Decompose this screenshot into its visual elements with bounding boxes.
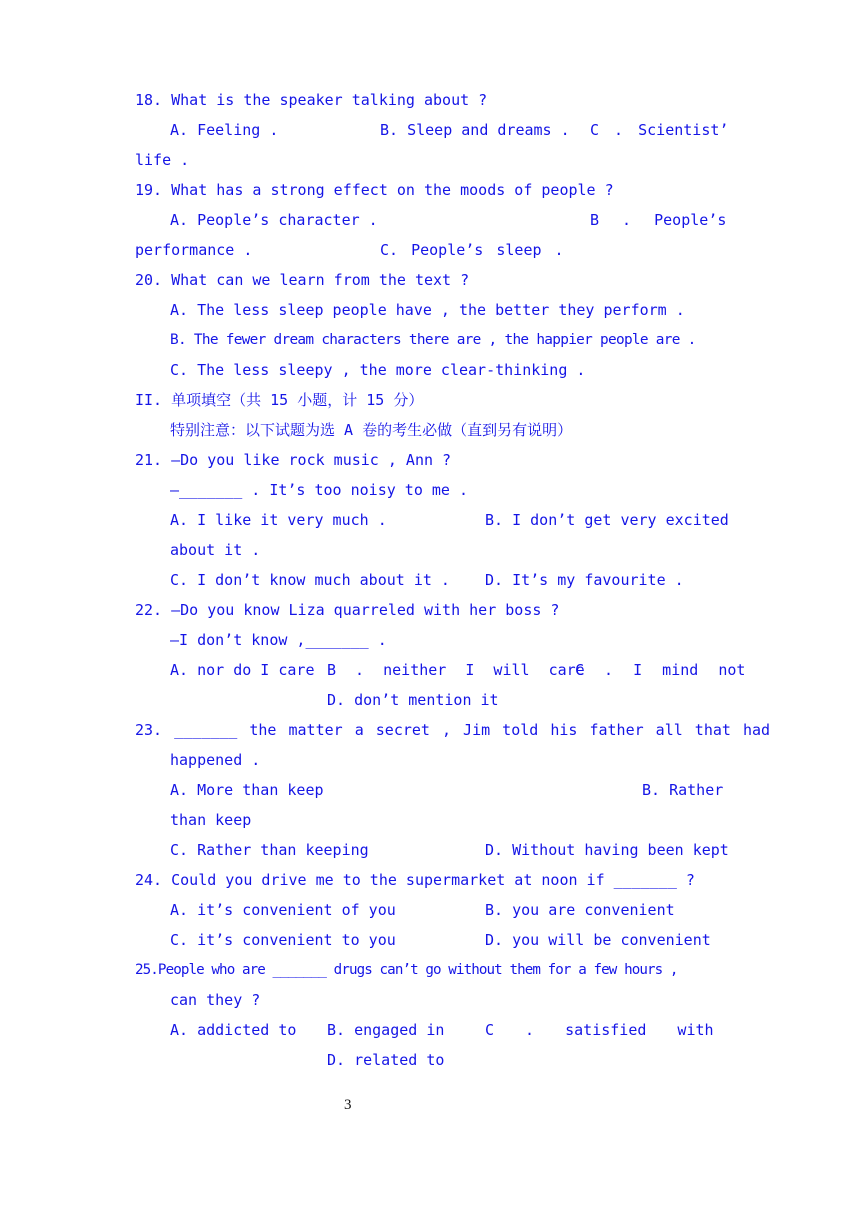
q22-option-c: C . I mind not (575, 661, 746, 679)
q24-option-b: B. you are convenient (485, 901, 675, 919)
q21-option-a: A. I like it very much . (170, 511, 387, 529)
q25-stem: 25.People who are _______ drugs can’t go without them for a few hours , (135, 962, 678, 978)
section-note: 特别注意：以下试题为选 A 卷的考生必做（直到另有说明） (170, 421, 573, 439)
q19-option-a: A. People’s character . (170, 211, 378, 229)
q23-stem: 23. _______ the matter a secret , Jim told his father all that had (135, 721, 771, 739)
q18-option-b: B. Sleep and dreams . (380, 121, 570, 139)
q21-reply: —_______ . It’s too noisy to me . (170, 481, 469, 499)
q22-stem: 22. —Do you know Liza quarreled with her boss ? (135, 601, 560, 619)
q18-option-c: C . Scientist’ (590, 121, 729, 139)
q18-option-a: A. Feeling . (170, 121, 279, 139)
q21-option-d: D. It’s my favourite . (485, 571, 684, 589)
q21-option-b-cont: about it . (170, 541, 261, 559)
page-number: 3 (344, 1097, 352, 1113)
q20-option-c: C. The less sleepy , the more clear-thinking . (170, 361, 586, 379)
q19-option-c: C. People’s sleep . (380, 241, 564, 259)
q24-option-c: C. it’s convenient to you (170, 931, 396, 949)
q20-option-b: B. The fewer dream characters there are , the happier people are . (170, 332, 696, 348)
q24-stem: 24. Could you drive me to the supermarket at noon if _______ ? (135, 871, 695, 889)
q22-reply: —I don’t know ,_______ . (170, 631, 387, 649)
q22-option-a: A. nor do I care (170, 661, 315, 679)
q22-option-d: D. don’t mention it (327, 691, 499, 709)
q24-option-a: A. it’s convenient of you (170, 901, 396, 919)
q20-stem: 20. What can we learn from the text ? (135, 271, 470, 289)
q20-option-a: A. The less sleep people have , the better they perform . (170, 301, 685, 319)
section-ii-heading: II. 单项填空（共 15 小题，计 15 分） (135, 391, 424, 409)
q24-option-d: D. you will be convenient (485, 931, 711, 949)
q25-option-d: D. related to (327, 1051, 445, 1069)
q19-stem: 19. What has a strong effect on the moods of people ? (135, 181, 614, 199)
q18-option-c-cont: life . (135, 151, 190, 169)
q25-option-a: A. addicted to (170, 1021, 297, 1039)
q23-option-c: C. Rather than keeping (170, 841, 369, 859)
q23-option-a: A. More than keep (170, 781, 324, 799)
q25-stem-cont: can they ? (170, 991, 261, 1009)
q18-stem: 18. What is the speaker talking about ? (135, 91, 488, 109)
q25-option-c: C . satisfied with (485, 1021, 714, 1039)
q21-option-b: B. I don’t get very excited (485, 511, 729, 529)
q21-option-c: C. I don’t know much about it . (170, 571, 450, 589)
q22-option-b: B . neither I will care (327, 661, 585, 679)
q21-stem: 21. —Do you like rock music , Ann ? (135, 451, 452, 469)
q19-option-b: B . People’s (590, 211, 727, 229)
q23-option-b-cont: than keep (170, 811, 252, 829)
q25-option-b: B. engaged in (327, 1021, 445, 1039)
q19-option-b-cont: performance . (135, 241, 253, 259)
q23-option-b: B. Rather (642, 781, 724, 799)
q23-stem-cont: happened . (170, 751, 261, 769)
q23-option-d: D. Without having been kept (485, 841, 729, 859)
